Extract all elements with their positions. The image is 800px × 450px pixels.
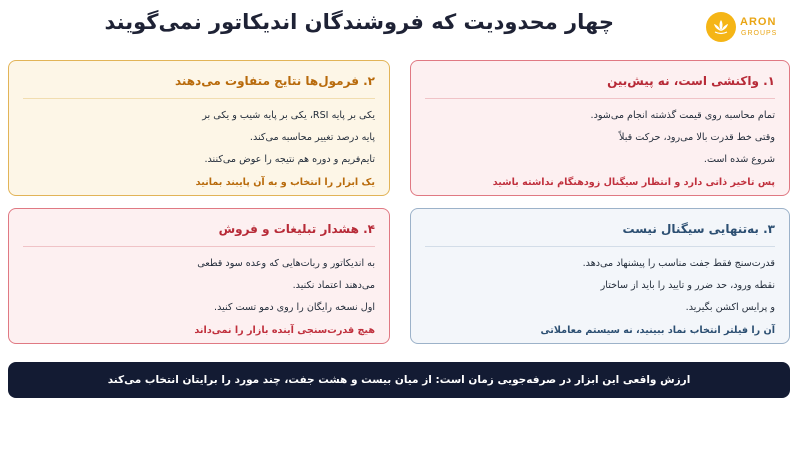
- card-line: می‌دهند اعتماد نکنید.: [292, 280, 375, 291]
- card-note: یک ابزار را انتخاب و به آن پایبند بمانید: [195, 177, 375, 188]
- limitation-card-reactive: [410, 60, 790, 196]
- card-line: تایم‌فریم و دوره هم نتیجه را عوض می‌کنند.: [204, 154, 375, 165]
- card-note: پس تاخیر ذاتی دارد و انتظار سیگنال زودهنگام نداشته باشید: [492, 177, 775, 188]
- header: [0, 0, 800, 56]
- card-line: تمام محاسبه روی قیمت گذشته انجام می‌شود.: [590, 110, 775, 121]
- card-line: اول نسخه رایگان را روی دمو تست کنید.: [214, 302, 375, 313]
- card-note: آن را فیلتر انتخاب نماد ببینید، نه سیستم معاملاتی: [540, 325, 775, 336]
- lotus-icon: [706, 12, 736, 42]
- limitation-card-not-signal: [410, 208, 790, 344]
- card-lines: [425, 253, 775, 319]
- logo-name: ARON: [740, 16, 777, 28]
- card-line: قدرت‌سنج فقط جفت مناسب را پیشنهاد می‌دهد.: [582, 258, 775, 269]
- card-title: ۳. به‌تنهایی سیگنال نیست: [425, 219, 775, 247]
- logo: [706, 10, 786, 48]
- card-line: پایه درصد تغییر محاسبه می‌کند.: [249, 132, 375, 143]
- summary-banner: ارزش واقعی این ابزار در صرفه‌جویی زمان است: از میان بیست و هشت جفت، چند مورد را برایتان انتخاب می‌کند: [8, 362, 790, 398]
- card-title: ۴. هشدار تبلیغات و فروش: [23, 219, 375, 247]
- card-line: یکی بر پایه RSI، یکی بر پایه شیب و یکی بر: [202, 110, 375, 121]
- card-line: به اندیکاتور و ربات‌هایی که وعده سود قطعی: [197, 258, 375, 269]
- card-lines: [425, 105, 775, 171]
- card-line: نقطه ورود، حد ضرر و تایید را باید از ساختار: [600, 280, 775, 291]
- card-lines: [23, 253, 375, 319]
- limitation-card-formulas: [8, 60, 390, 196]
- card-line: وقتی خط قدرت بالا می‌رود، حرکت قبلاً: [619, 132, 775, 143]
- card-line: و پرایس اکشن بگیرید.: [685, 302, 775, 313]
- limitation-card-marketing: [8, 208, 390, 344]
- card-title: ۱. واکنشی است، نه پیش‌بین: [425, 71, 775, 99]
- card-line: شروع شده است.: [703, 154, 775, 165]
- card-lines: [23, 105, 375, 171]
- page-title: چهار محدودیت که فروشندگان اندیکاتور نمی‌گویند: [104, 10, 614, 34]
- logo-subtitle: GROUPS: [741, 30, 778, 37]
- card-note: هیچ قدرت‌سنجی آینده بازار را نمی‌داند: [194, 325, 375, 336]
- card-title: ۲. فرمول‌ها نتایج متفاوت می‌دهند: [23, 71, 375, 99]
